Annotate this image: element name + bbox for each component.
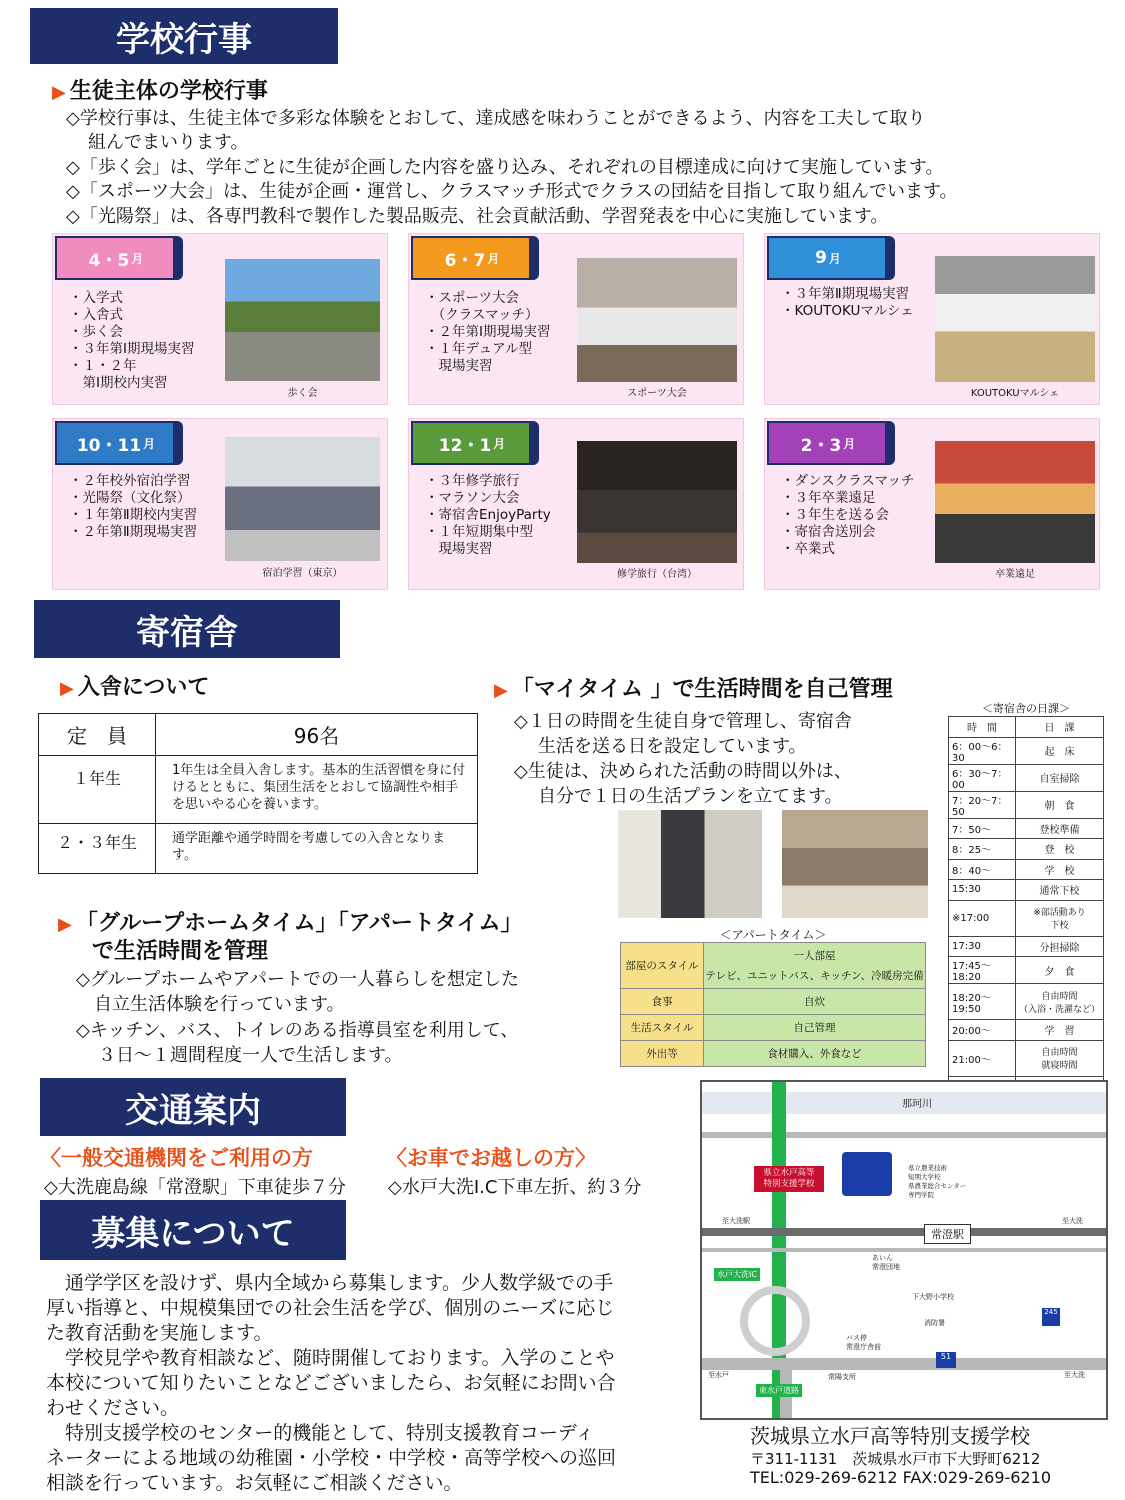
recruit-line-2: 厚い指導と、中規模集団での社会生活を学び、個別のニーズに応じ	[46, 1297, 615, 1319]
highway-label: 東水戸道路	[756, 1384, 802, 1397]
schedule-row	[949, 957, 1104, 984]
bottom-left-label: 至水戸	[708, 1371, 729, 1379]
month-unit: 月	[131, 251, 144, 266]
activity-header: 日 課	[1015, 717, 1103, 738]
month-unit: 月	[493, 436, 506, 451]
apt-value: 自己管理	[704, 1015, 926, 1041]
apt-value: 食材購入、外食など	[704, 1041, 926, 1067]
photo-caption: スポーツ大会	[627, 388, 687, 399]
shop-label: あいん 常澄団地	[872, 1254, 900, 1271]
schedule-row	[949, 1040, 1104, 1076]
schedule-activity: 自由時間 （入浴・洗濯など）	[1015, 984, 1103, 1020]
month-unit: 月	[828, 251, 841, 266]
route-51-icon: 51	[936, 1352, 956, 1368]
triangle-bullet-icon: ▶	[494, 680, 508, 701]
schedule-activity: 自室掃除	[1015, 764, 1103, 791]
month-banner	[411, 421, 533, 465]
car-heading: 〈お車でお越しの方〉	[386, 1146, 596, 1170]
events-section-title: 学校行事	[30, 8, 338, 64]
neighbor-label: 県立農業技術 短期大学校 県農業総合センター 専門学院	[908, 1164, 967, 1199]
schedule-activity: 通常下校	[1015, 880, 1103, 901]
right-arrow-label: 至大洗	[1062, 1217, 1083, 1225]
schedule-time: 6：30～7：00	[949, 764, 1016, 791]
schedule-row	[949, 1020, 1104, 1041]
schedule-table	[948, 716, 1104, 1097]
triangle-bullet-icon: ▶	[60, 678, 74, 699]
school-label: 県立水戸高等 特別支援学校	[754, 1166, 824, 1192]
admission-heading-text: 入舎について	[77, 675, 210, 700]
schedule-activity: 学 習	[1015, 1020, 1103, 1041]
month-banner	[55, 421, 177, 465]
road-upper	[702, 1248, 1106, 1252]
station-label: 常澄駅	[924, 1224, 971, 1244]
ic-loop	[740, 1286, 810, 1356]
schedule-time: 17:45～18:20	[949, 957, 1016, 984]
events-line-1: ◇学校行事は、生徒主体で多彩な体験をとおして、達成感を味わうことができるよう、内容を工夫して取り	[66, 108, 926, 129]
schedule-time: 7：50～	[949, 818, 1016, 839]
river-label: 那珂川	[902, 1099, 932, 1110]
schedule-row	[949, 818, 1104, 839]
bus-stop-label: バス停 常澄庁舎前	[846, 1334, 881, 1351]
group-heading-text: 「グループホームタイム」「アパートタイム」	[75, 911, 523, 936]
schedule-row	[949, 839, 1104, 860]
public-transport-heading: 〈一般交通機関をご利用の方	[40, 1146, 313, 1170]
schedule-time: 15:30	[949, 880, 1016, 901]
apt-value: 一人部屋 テレビ、ユニットバス、キッチン、冷暖房完備	[704, 943, 926, 989]
month-unit: 月	[487, 251, 500, 266]
event-photo	[577, 441, 737, 563]
apt-label: 部屋のスタイル	[621, 943, 704, 989]
apt-label: 生活スタイル	[621, 1015, 704, 1041]
triangle-bullet-icon: ▶	[58, 914, 72, 935]
event-panel-oct-nov	[52, 418, 388, 590]
mytime-line-2: 生活を送る日を設定しています。	[538, 736, 807, 757]
month-banner	[411, 236, 533, 280]
admission-heading	[60, 670, 209, 701]
schedule-activity: 自由時間 就寝時間	[1015, 1040, 1103, 1076]
schedule-activity: 朝 食	[1015, 791, 1103, 818]
schedule-row	[949, 859, 1104, 880]
dorm-dining-photo	[782, 810, 928, 918]
schedule-title: ＜寄宿舎の日課＞	[982, 702, 1070, 715]
school-contact: TEL:029-269-6212 FAX:029-269-6210	[750, 1468, 1051, 1487]
mytime-heading-text: 「マイタイム 」で生活時間を自己管理	[511, 677, 893, 702]
schedule-activity: 夕 食	[1015, 957, 1103, 984]
events-line-3: ◇「歩く会」は、学年ごとに生徒が企画した内容を盛り込み、それぞれの目標達成に向けて実施しています。	[66, 157, 944, 178]
month-label: 12・1	[438, 435, 492, 456]
schedule-time: 6：00～6：30	[949, 737, 1016, 764]
apartment-table	[620, 942, 926, 1067]
bottom-right-label: 至大洗	[1064, 1371, 1085, 1379]
event-panel-sep	[764, 233, 1100, 405]
group-line-3: ◇キッチン、バス、トイレのある指導員室を利用して、	[76, 1020, 519, 1041]
access-section-title: 交通案内	[40, 1078, 346, 1136]
apartment-title: ＜アパートタイム＞	[719, 928, 827, 942]
photo-caption: KOUTOKUマルシェ	[970, 388, 1060, 399]
schedule-activity: 登 校	[1015, 839, 1103, 860]
events-line-5: ◇「光陽祭」は、各専門教科で製作した製品販売、社会貢献活動、学習発表を中心に実施しています。	[66, 206, 889, 227]
route-245-icon: 245	[1042, 1308, 1060, 1326]
schedule-activity: 登校準備	[1015, 818, 1103, 839]
event-panel-apr-may	[52, 233, 388, 405]
recruit-line-1: 通学学区を設けず、県内全域から募集します。少人数学級での手	[46, 1272, 613, 1294]
photo-caption: 修学旅行（台湾）	[617, 569, 697, 580]
schedule-time: 20:00～	[949, 1020, 1016, 1041]
mytime-heading	[494, 672, 893, 703]
recruit-line-5: 本校について知りたいことなどございましたら、お気軽にお問い合	[46, 1372, 616, 1394]
schedule-time: 17:30	[949, 936, 1016, 957]
schedule-row	[949, 880, 1104, 901]
schedule-time: ※17:00	[949, 900, 1016, 936]
event-photo	[935, 441, 1095, 563]
recruit-line-3: た教育活動を実施します。	[46, 1322, 273, 1344]
recruit-line-4: 学校見学や教育相談など、随時開催しております。入学のことや	[46, 1347, 615, 1369]
schedule-row	[949, 764, 1104, 791]
photo-caption: 歩く会	[287, 388, 318, 399]
public-transport-text: ◇大洗鹿島線「常澄駅」下車徒歩７分	[44, 1177, 346, 1198]
schedule-row	[949, 791, 1104, 818]
month-banner	[55, 236, 177, 280]
river-embankment	[702, 1132, 1106, 1138]
capacity-value: 96名	[156, 714, 478, 756]
schedule-time: 7：20～7：50	[949, 791, 1016, 818]
month-banner	[767, 236, 889, 280]
schedule-time: 8：25～	[949, 839, 1016, 860]
mytime-line-3: ◇生徒は、決められた活動の時間以外は、	[514, 761, 852, 782]
schedule-time: 18:20～19:50	[949, 984, 1016, 1020]
event-list: ・スポーツ大会 （クラスマッチ） ・２年第Ⅰ期現場実習 ・１年デュアル型 現場実習	[425, 290, 551, 374]
apt-value: 自炊	[704, 989, 926, 1015]
grade-label: １年生	[39, 756, 156, 824]
event-panel-dec-jan	[408, 418, 744, 590]
events-line-4: ◇「スポーツ大会」は、生徒が企画・運営し、クラスマッチ形式でクラスの団結を目指して取り組んでいます。	[66, 181, 958, 202]
event-photo	[935, 256, 1095, 382]
events-subheading	[52, 74, 268, 105]
schedule-header-row	[949, 717, 1104, 738]
month-banner	[767, 421, 889, 465]
schedule-activity: 学 校	[1015, 859, 1103, 880]
event-panel-jun-jul	[408, 233, 744, 405]
event-photo	[577, 258, 737, 382]
schedule-row	[949, 900, 1104, 936]
schedule-time: 8：40～	[949, 859, 1016, 880]
event-list: ・ダンスクラスマッチ ・３年卒業遠足 ・３年生を送る会 ・寄宿舎送別会 ・卒業式	[781, 473, 915, 557]
group-line-2: 自立生活体験を行っています。	[94, 994, 345, 1015]
group-line-1: ◇グループホームやアパートでの一人暮らしを想定した	[76, 969, 519, 990]
recruit-line-9: 相談を行っています。お気軽にご相談ください。	[46, 1472, 463, 1494]
admission-table	[38, 713, 478, 874]
grade-label: ２・３年生	[39, 824, 156, 874]
recruit-section-title: 募集について	[40, 1200, 346, 1260]
event-panel-feb-mar	[764, 418, 1100, 590]
schedule-time: 21:00～	[949, 1040, 1016, 1076]
capacity-label: 定 員	[39, 714, 156, 756]
photo-caption: 卒業遠足	[995, 569, 1035, 580]
event-photo	[225, 437, 380, 561]
elementary-school-label: 下大野小学校	[912, 1293, 954, 1301]
event-list: ・３年修学旅行 ・マラソン大会 ・寄宿舎EnjoyParty ・１年短期集中型 現場実習	[425, 473, 551, 557]
event-photo	[225, 259, 380, 381]
month-label: 9	[815, 248, 827, 268]
mytime-line-4: 自分で１日の生活プランを立てます。	[538, 786, 843, 807]
apt-label: 食事	[621, 989, 704, 1015]
group-heading-line-1	[58, 906, 522, 937]
events-line-2: 組んでまいります。	[88, 132, 249, 153]
schedule-activity: 起 床	[1015, 737, 1103, 764]
time-header: 時 間	[949, 717, 1016, 738]
dorm-section-title: 寄宿舎	[34, 600, 340, 658]
schedule-row	[949, 737, 1104, 764]
schedule-activity: ※部活動あり 下校	[1015, 900, 1103, 936]
school-address: 〒311-1131 茨城県水戸市下大野町6212	[750, 1450, 1041, 1468]
recruit-line-7: 特別支援学校のセンター的機能として、特別支援教育コーディ	[46, 1422, 595, 1444]
event-list: ・２年校外宿泊学習 ・光陽祭（文化祭） ・１年第Ⅱ期校内実習 ・２年第Ⅱ期現場実習	[69, 473, 198, 540]
grade-description: 1年生は全員入舎します。基本的生活習慣を身に付けるとともに、集団生活をとおして協調性や相手を思いやる心を養います。	[156, 756, 478, 824]
dorm-kitchen-photo	[618, 810, 762, 918]
fire-station-label: 消防署	[924, 1319, 945, 1327]
school-name: 茨城県立水戸高等特別支援学校	[750, 1424, 1030, 1448]
group-heading-line-2: で生活時間を管理	[92, 939, 269, 964]
grade-description: 通学距離や通学時間を考慮しての入舎となります。	[156, 824, 478, 874]
event-list: ・入学式 ・入舎式 ・歩く会 ・３年第Ⅰ期現場実習 ・１・２年 第Ⅰ期校内実習	[69, 290, 195, 391]
triangle-bullet-icon: ▶	[52, 82, 66, 103]
car-text: ◇水戸大洗I.C下車左折、約３分	[388, 1177, 642, 1198]
recruit-line-6: わせください。	[46, 1397, 180, 1419]
apt-label: 外出等	[621, 1041, 704, 1067]
bank-label: 常陽支所	[828, 1373, 856, 1381]
month-unit: 月	[843, 436, 856, 451]
mytime-line-1: ◇１日の時間を生徒自身で管理し、寄宿舎	[514, 711, 852, 732]
left-arrow-label: 至大洗駅	[722, 1217, 750, 1225]
event-list: ・３年第Ⅱ期現場実習 ・KOUTOKUマルシェ	[781, 286, 914, 319]
schedule-row	[949, 936, 1104, 957]
photo-caption: 宿泊学習（東京）	[262, 568, 343, 579]
main-road	[702, 1358, 1106, 1370]
group-line-4: ３日～１週間程度一人で生活します。	[98, 1045, 403, 1066]
month-label: 10・11	[76, 435, 142, 456]
month-label: 6・7	[444, 250, 486, 271]
month-label: 2・3	[800, 435, 842, 456]
month-unit: 月	[143, 436, 156, 451]
school-marker-icon	[842, 1152, 892, 1196]
access-map	[700, 1080, 1108, 1420]
schedule-activity: 分担掃除	[1015, 936, 1103, 957]
ic-label: 水戸大洗IC	[714, 1268, 760, 1281]
railway	[702, 1228, 1106, 1236]
schedule-row	[949, 984, 1104, 1020]
events-subheading-text: 生徒主体の学校行事	[69, 79, 268, 104]
recruit-line-8: ネーターによる地域の幼稚園・小学校・中学校・高等学校への巡回	[46, 1447, 617, 1469]
month-label: 4・5	[88, 250, 130, 271]
